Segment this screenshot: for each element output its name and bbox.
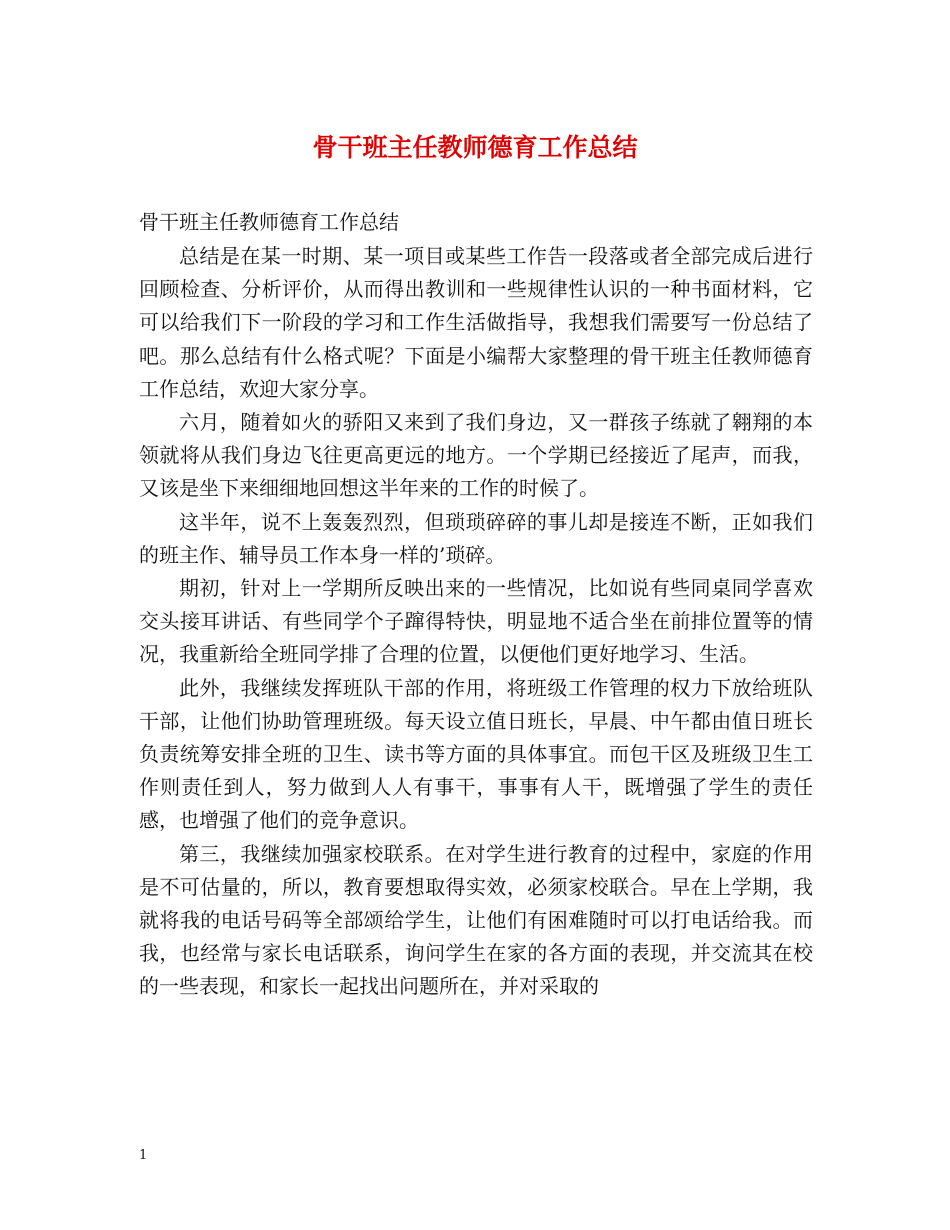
paragraph-intro: 总结是在某一时期、某一项目或某些工作告一段落或者全部完成后进行回顾检查、分析评价，从而得出教训和一些规律性认识的一种书面材料，它可以给我们下一阶段的学习和工作生活做指导，我想我们需要写一份总结了吧。那么总结有什么格式呢？下面是小编帮大家整理的骨干班主任教师德育工作总结，欢迎大家分享。 — [139, 244, 813, 401]
paragraph-home-school: 第三，我继续加强家校联系。在对学生进行教育的过程中，家庭的作用是不可估量的，所以，教育要想取得实效，必须家校联合。早在上学期，我就将我的电话号码等全部颂给学生，让他们有困难随时可以打电话给我。而我，也经常与家长电话联系，询问学生在家的各方面的表现，并交流其在校的一些表现，和家长一起找出问题所在，并对采取的 — [139, 841, 813, 999]
paragraph-term-start: 期初，针对上一学期所反映出来的一些情况，比如说有些同桌同学喜欢交头接耳讲话、有些同学个子蹿得特快，明显地不适合坐在前排位置等的情况，我重新给全班同学排了合理的位置，以便他们更好地学习、生活。 — [139, 576, 813, 667]
document-body — [139, 240, 813, 1004]
paragraph-half-year: 这半年，说不上轰轰烈烈，但琐琐碎碎的事儿却是接连不断，正如我们的班主作、辅导员工作本身一样的’琐碎。 — [139, 509, 813, 567]
document-subtitle: 骨干班主任教师德育工作总结 — [139, 210, 399, 234]
paragraph-class-cadre: 此外，我继续发挥班队干部的作用，将班级工作管理的权力下放给班队干部，让他们协助管理班级。每天设立值日班长，早晨、中午都由值日班长负责统筹安排全班的卫生、读书等方面的具体事宜。而包干区及班级卫生工作则责任到人，努力做到人人有事干，事事有人干，既增强了学生的责任感，也增强了他们的竞争意识。 — [139, 675, 813, 833]
document-title: 骨干班主任教师德育工作总结 — [312, 133, 638, 162]
paragraph-june: 六月，随着如火的骄阳又来到了我们身边，又一群孩子练就了翱翔的本领就将从我们身边飞往更高更远的地方。一个学期已经接近了尾声，而我，又该是坐下来细细地回想这半年来的工作的时候了。 — [139, 410, 813, 501]
page-number: 1 — [139, 1148, 148, 1163]
